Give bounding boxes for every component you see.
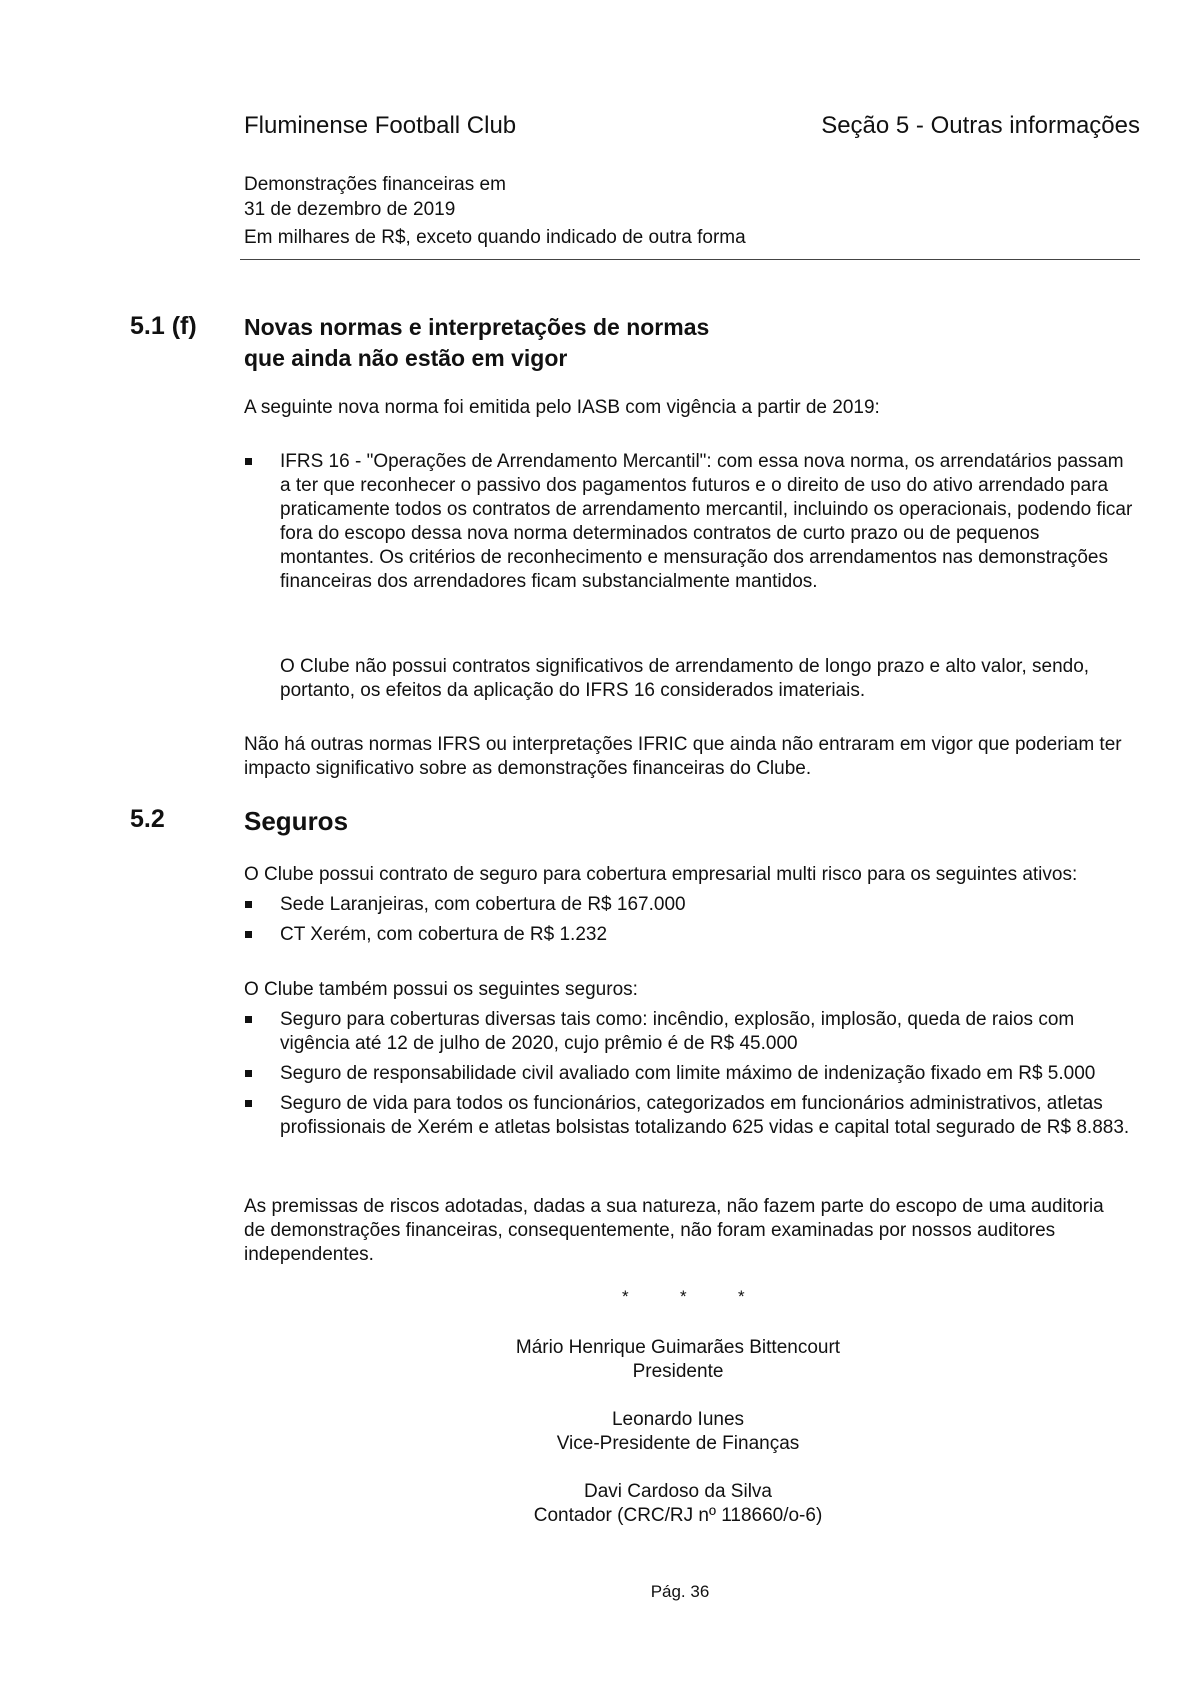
bullet-icon xyxy=(245,1070,252,1077)
signatory-role: Vice-Presidente de Finanças xyxy=(556,1433,800,1454)
section-51-title-line1: Novas normas e interpretações de normas xyxy=(244,314,710,340)
section-51-title xyxy=(244,312,709,374)
bullet-text: IFRS 16 - "Operações de Arrendamento Mercantil": com essa nova norma, os arrendatários passam a ter que reconhecer o passivo dos pagamentos futuros e o direito de uso do ativo arrendado para praticamente todos os contratos de arrendamento mercantil, incluindo os operacionais, podendo ficar fora do escopo dessa nova norma determinados contratos de curto prazo ou de pequenos montantes. Os critérios de reconhecimento e mensuração dos arrendamentos nas demonstrações financeiras dos arrendadores ficam substancialmente mantidos. xyxy=(280,451,1133,592)
header-subtitle xyxy=(244,172,506,222)
section-51-followup: O Clube não possui contratos significativos de arrendamento de longo prazo e alto valor, sendo, portanto, os efeitos da aplicação do IFRS 16 considerados imateriais. xyxy=(280,656,1090,701)
signatory-name: Davi Cardoso da Silva xyxy=(584,1481,772,1502)
header-subtitle-line2: 31 de dezembro de 2019 xyxy=(244,199,456,220)
list-item xyxy=(244,1062,1134,1086)
signatory-role: Contador (CRC/RJ nº 118660/o-6) xyxy=(533,1505,823,1526)
bullet-text: Seguro de responsabilidade civil avaliado com limite máximo de indenização fixado em R$ 5.000 xyxy=(280,1063,1096,1084)
section-51-intro: A seguinte nova norma foi emitida pelo IASB com vigência a partir de 2019: xyxy=(244,397,880,418)
section-52-assets xyxy=(244,893,1134,947)
section-separator xyxy=(622,1287,796,1307)
bullet-icon xyxy=(245,901,252,908)
header-section: Seção 5 - Outras informações xyxy=(821,112,1140,139)
section-51-bullets xyxy=(244,450,1134,594)
section-51-closing: Não há outras normas IFRS ou interpretações IFRIC que ainda não entraram em vigor que poderiam ter impacto significativo sobre as demonstrações financeiras do Clube. xyxy=(244,734,1122,779)
list-item xyxy=(244,1008,1134,1056)
section-52-closing: As premissas de riscos adotadas, dadas a sua natureza, não fazem parte do escopo de uma auditoria de demonstrações financeiras, consequentemente, não foram examinadas por nossos auditores independentes. xyxy=(244,1196,1104,1265)
page-number: Pág. 36 xyxy=(650,1582,710,1601)
list-item xyxy=(244,893,1134,917)
separator-star: * xyxy=(680,1287,687,1306)
signature-block xyxy=(400,1408,956,1456)
section-52-other-intro: O Clube também possui os seguintes seguros: xyxy=(244,979,638,1000)
signatory-role: Presidente xyxy=(632,1361,724,1382)
list-item xyxy=(244,450,1134,594)
signature-block xyxy=(400,1480,956,1528)
signature-block xyxy=(400,1336,956,1384)
signatory-name: Leonardo Iunes xyxy=(611,1409,745,1430)
separator-star: * xyxy=(738,1287,745,1306)
header-divider xyxy=(240,259,1140,260)
bullet-text: Seguro de vida para todos os funcionários, categorizados em funcionários administrativos, atletas profissionais de Xerém e atletas bolsistas totalizando 625 vidas e capital total segurado de R$ 8.883. xyxy=(280,1093,1130,1138)
section-51-number: 5.1 (f) xyxy=(130,312,197,340)
section-52-intro: O Clube possui contrato de seguro para cobertura empresarial multi risco para os seguintes ativos: xyxy=(244,864,1078,885)
separator-star: * xyxy=(622,1287,629,1306)
bullet-icon xyxy=(245,1016,252,1023)
bullet-text: Seguro para coberturas diversas tais como: incêndio, explosão, implosão, queda de raios com vigência até 12 de julho de 2020, cujo prêmio é de R$ 45.000 xyxy=(280,1009,1075,1054)
bullet-text: CT Xerém, com cobertura de R$ 1.232 xyxy=(280,924,608,945)
list-item xyxy=(244,923,1134,947)
header-units: Em milhares de R$, exceto quando indicado de outra forma xyxy=(244,227,746,248)
bullet-icon xyxy=(245,1100,252,1107)
section-51-title-line2: que ainda não estão em vigor xyxy=(244,345,568,371)
bullet-icon xyxy=(245,458,252,465)
header-subtitle-line1: Demonstrações financeiras em xyxy=(244,174,506,195)
bullet-text: Sede Laranjeiras, com cobertura de R$ 167.000 xyxy=(280,894,686,915)
header-org: Fluminense Football Club xyxy=(244,112,517,139)
section-52-other xyxy=(244,1008,1134,1140)
bullet-icon xyxy=(245,931,252,938)
section-52-number: 5.2 xyxy=(130,805,165,833)
section-52-title: Seguros xyxy=(244,806,349,836)
list-item xyxy=(244,1092,1134,1140)
signatory-name: Mário Henrique Guimarães Bittencourt xyxy=(515,1337,841,1358)
